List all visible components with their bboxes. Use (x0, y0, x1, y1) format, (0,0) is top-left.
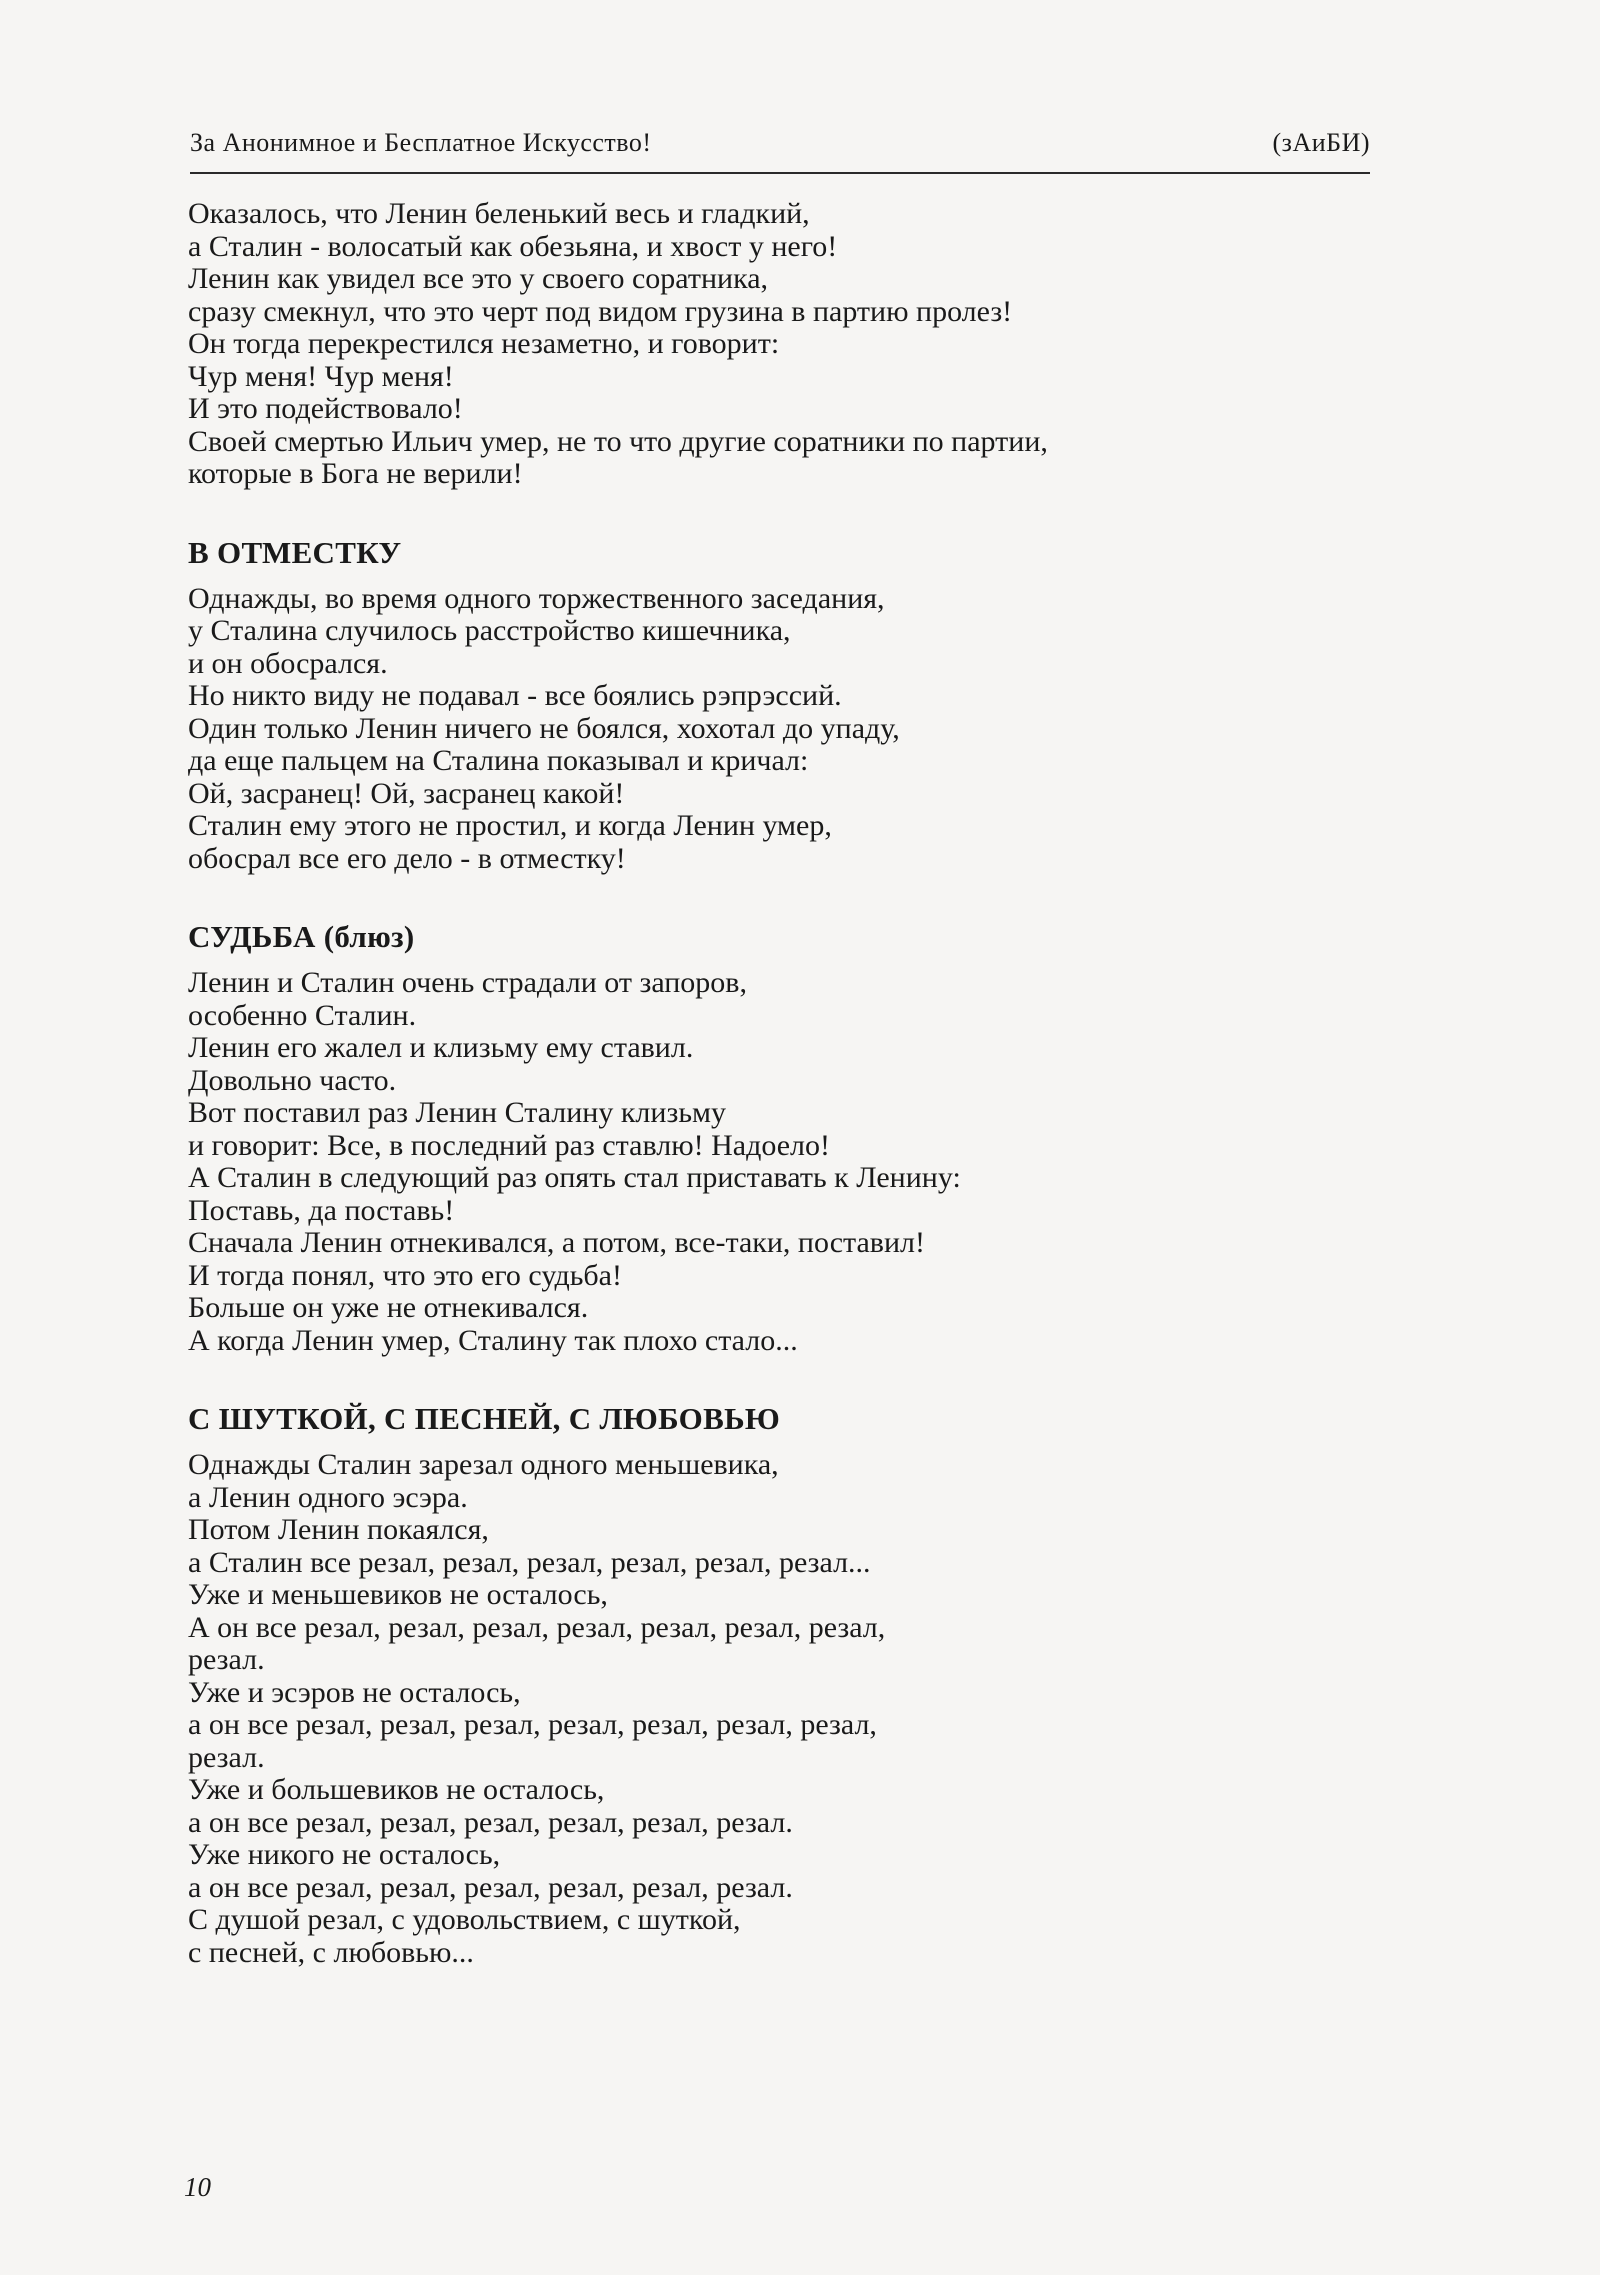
text-line: а Ленин одного эсэра. (188, 1480, 468, 1514)
text-line: Ленин как увидел все это у своего соратника, (188, 262, 769, 295)
text-line: Он тогда перекрестился незаметно, и говорит: (188, 327, 780, 360)
section-s-shutkoy (188, 1401, 1438, 1969)
section-sudba (188, 919, 1438, 1357)
text-line: Уже никого не осталось, (188, 1838, 501, 1871)
header-title: За Анонимное и Бесплатное Искусство! (190, 128, 652, 157)
text-line: Потом Ленин покаялся, (188, 1513, 489, 1546)
text-line: Довольно часто. (188, 1063, 397, 1097)
running-header (190, 124, 1370, 174)
text-line: Уже и большевиков не осталось, (188, 1773, 605, 1806)
page-number: 10 (184, 2172, 211, 2202)
text-line: резал. (188, 1740, 265, 1774)
text-line: а он все резал, резал, резал, резал, резал, резал. (188, 1870, 793, 1904)
intro-paragraph (188, 198, 1438, 491)
text-line: Однажды Сталин зарезал одного меньшевика, (188, 1448, 779, 1481)
section-heading: В ОТМЕСТКУ (188, 534, 402, 570)
text-line: Один только Ленин ничего не боялся, хохотал до упаду, (188, 711, 900, 745)
text-line: Вот поставил раз Ленин Сталину клизьму (188, 1096, 726, 1129)
text-line: А Сталин в следующий раз опять стал приставать к Ленину: (188, 1161, 961, 1194)
text-line: да еще пальцем на Сталина показывал и кричал: (188, 744, 809, 777)
text-line: Уже и меньшевиков не осталось, (188, 1578, 608, 1611)
text-line: А он все резал, резал, резал, резал, резал, резал, резал, (188, 1610, 886, 1644)
text-line: Чур меня! Чур меня! (188, 359, 454, 393)
text-line: сразу смекнул, что это черт под видом грузина в партию пролез! (188, 294, 1013, 328)
body-text (188, 198, 1438, 1969)
text-line: Ленин его жалел и клизьму ему ставил. (188, 1031, 694, 1064)
text-line: а он все резал, резал, резал, резал, резал, резал, резал, (188, 1708, 877, 1741)
section-heading: С ШУТКОЙ, С ПЕСНЕЙ, С ЛЮБОВЬЮ (188, 1401, 781, 1436)
text-line: А когда Ленин умер, Сталину так плохо стало... (188, 1323, 798, 1357)
text-line: и говорит: Все, в последний раз ставлю! Надоело! (188, 1128, 830, 1162)
section-heading: СУДЬБА (блюз) (188, 919, 415, 954)
text-line: а он все резал, резал, резал, резал, резал, резал. (188, 1805, 793, 1839)
text-line: а Сталин - волосатый как обезьяна, и хвост у него! (188, 229, 838, 263)
text-line: Своей смертью Ильич умер, не то что другие соратники по партии, (188, 424, 1048, 458)
text-line: Сталин ему этого не простил, и когда Ленин умер, (188, 809, 832, 842)
text-line: Сначала Ленин отнекивался, а потом, все-таки, поставил! (188, 1226, 925, 1259)
text-line: И тогда понял, что это его судьба! (188, 1258, 622, 1292)
text-line: Ленин и Сталин очень страдали от запоров, (188, 966, 747, 999)
text-line: С душой резал, с удовольствием, с шуткой, (188, 1903, 741, 1936)
text-line: которые в Бога не верили! (188, 457, 523, 490)
text-line: а Сталин все резал, резал, резал, резал, резал, резал... (188, 1545, 871, 1579)
header-abbreviation: (зАиБИ) (1272, 128, 1370, 157)
text-line: Однажды, во время одного торжественного заседания, (188, 581, 885, 615)
section-v-otmestku (188, 535, 1438, 876)
text-line: И это подействовало! (188, 392, 463, 425)
text-line: резал. (188, 1643, 265, 1676)
text-line: с песней, с любовью... (188, 1935, 474, 1969)
text-line: Больше он уже не отнекивался. (188, 1291, 589, 1324)
text-line: обосрал все его дело - в отместку! (188, 841, 626, 875)
text-line: Оказалось, что Ленин беленький весь и гладкий, (188, 197, 810, 230)
text-line: и он обосрался. (188, 646, 388, 680)
text-line: Ой, засранец! Ой, засранец какой! (188, 776, 625, 810)
text-line: у Сталина случилось расстройство кишечника, (188, 614, 791, 647)
text-line: Поставь, да поставь! (188, 1193, 455, 1227)
text-line: Но никто виду не подавал - все боялись рэпрэссий. (188, 679, 842, 712)
text-line: Уже и эсэров не осталось, (188, 1675, 521, 1709)
text-line: особенно Сталин. (188, 998, 417, 1032)
